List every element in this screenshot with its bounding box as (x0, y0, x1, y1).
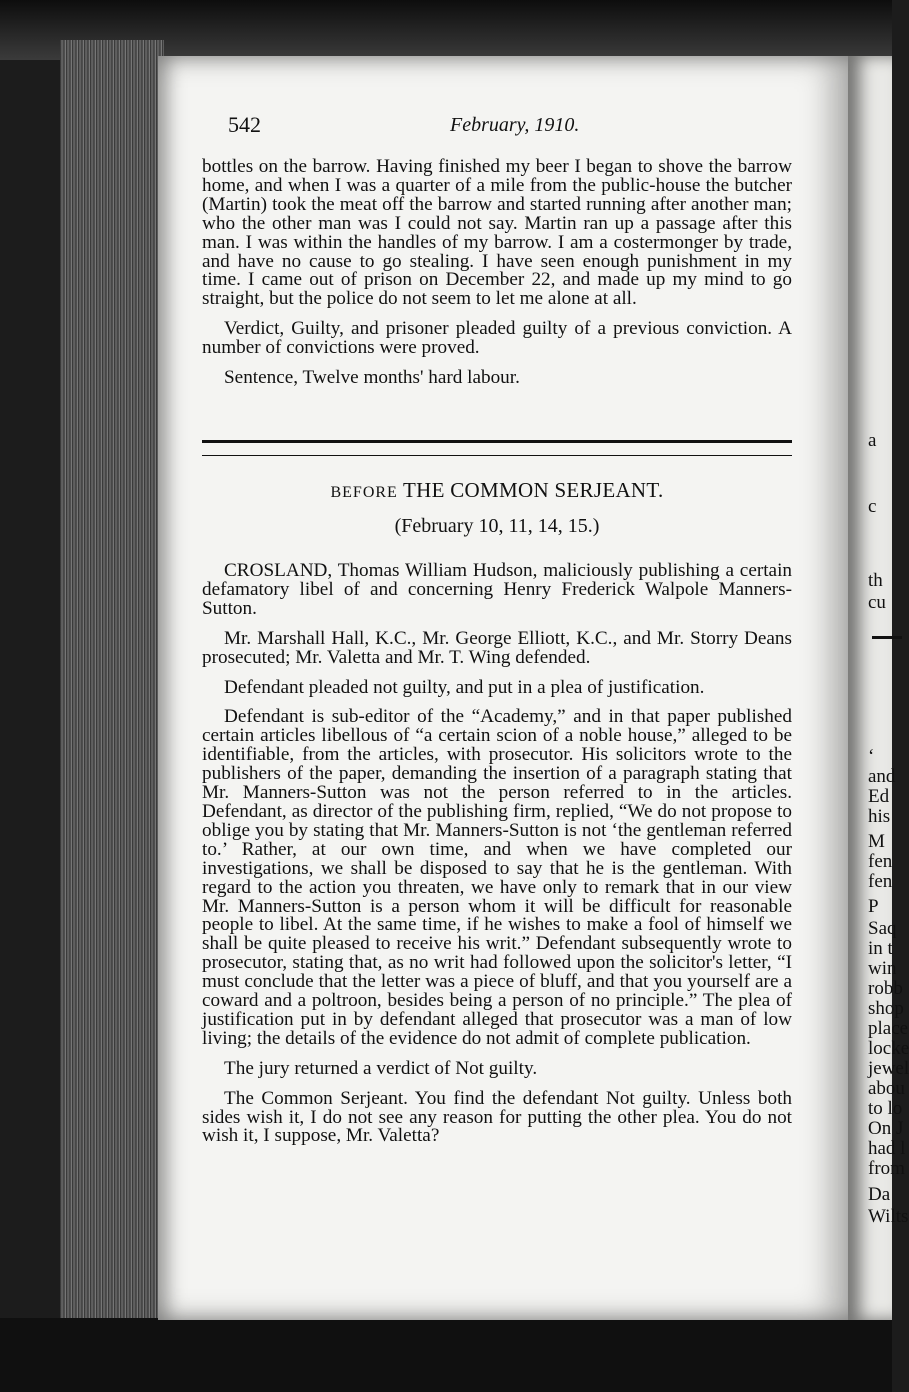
paragraph: Sentence, Twelve months' hard labour. (224, 367, 520, 389)
book-binding-edge (60, 40, 164, 1330)
facing-fragment: shop (868, 998, 904, 1019)
facing-fragment: fen (868, 851, 893, 872)
facing-fragment: Da (868, 1184, 891, 1205)
scan-bottom-shadow (0, 1318, 892, 1392)
facing-fragment: had l (868, 1138, 906, 1159)
facing-fragment: Saq (868, 918, 897, 939)
facing-fragment: th (868, 570, 883, 591)
paragraph: Mr. Marshall Hall, K.C., Mr. George Elliott, K.C., and Mr. Storry Deans prosecuted; Mr. Valetta and Mr. T. Wing defended. (202, 627, 792, 668)
section-before: BEFORE (330, 484, 398, 501)
facing-fragment: place (868, 1018, 909, 1039)
paragraph: The jury returned a verdict of Not guilty. (224, 1057, 538, 1079)
session-dates: (February 10, 11, 14, 15.) (394, 515, 600, 537)
facing-page (848, 56, 909, 1320)
facing-fragment: On J (868, 1118, 904, 1139)
paragraph: Verdict, Guilty, and prisoner pleaded guilty of a previous conviction. A number of convictions were proved. (202, 318, 792, 359)
facing-fragment: and (868, 766, 896, 787)
page-number: 542 (228, 112, 261, 137)
paragraph: Defendant pleaded not guilty, and put in a plea of justification. (224, 676, 705, 698)
facing-fragment: Ed (868, 786, 890, 807)
facing-fragment: M (868, 831, 885, 852)
facing-fragment: in t (868, 938, 893, 959)
facing-fragment: robb (868, 978, 903, 999)
case-text-block (202, 562, 792, 1157)
paragraph: CROSLAND, Thomas William Hudson, maliciously publishing a certain defamatory libel of and concerning Henry Frederick Walpole Manners-Sutton. (202, 560, 792, 619)
top-text-block (202, 158, 792, 399)
facing-fragment: ‘ (868, 746, 875, 767)
facing-fragment: P (868, 896, 879, 917)
facing-fragment: to lo (868, 1098, 903, 1119)
facing-fragment: win (868, 958, 897, 979)
facing-fragment: fen (868, 871, 893, 892)
facing-fragment: a (868, 430, 877, 451)
page-header (228, 112, 788, 142)
paragraph: Defendant is sub-editor of the “Academy,” and in that paper published certain articles libellous of “a certain scion of a noble house,” alleged to be identifiable, from the articles, with prosecutor. His solicitors wrote to the publishers of the paper, demanding the insertion of a paragraph stating that Mr. Manners-Sutton was not the person referred to in the articles. Defendant, as director of the publishing firm, replied, “We do not propose to oblige you by stating that Mr. Manners-Sutton is not ‘the gentleman referred to.’ Rather, at our own time, and when we have completed our investigations, we shall be disposed to say that he is the gentleman. With regard to the action you threaten, we have only to remark that in our view Mr. Manners-Sutton is a person whom it will be difficult for reasonable people to libel. At the same time, if he wishes to make a fool of himself we shall be quite pleased to receive his writ.” Defendant subsequently wrote to prosecutor, stating that, as no writ had followed upon the solicitor's letter, “I must conclude that the letter was a piece of bluff, and that you yourself are a coward and a poltroon, besides being a person of no principle.” The plea of justification put in by defendant alleged that prosecutor was a man of low living; the details of the evidence do not admit of complete publication. (202, 706, 792, 1049)
facing-fragment: from (868, 1158, 905, 1179)
paragraph: The Common Serjeant. You find the defendant Not guilty. Unless both sides wish it, I do not see any reason for putting the other plea. You do not wish it, I suppose, Mr. Valetta? (202, 1087, 792, 1147)
paragraph: bottles on the barrow. Having finished my beer I began to shove the barrow home, and when I was a quarter of a mile from the public-house the butcher (Martin) took the meat off the barrow and started running after another man; who the other man was I could not say. Martin ran up a passage after this man. I was within the handles of my barrow. I am a costermonger by trade, and have no cause to go stealing. I have seen enough punishment in my time. I came out of prison on December 22, and made up my mind to go straight, but the police do not seem to let me alone at all. (202, 156, 792, 310)
facing-fragment: c (868, 496, 877, 517)
facing-fragment: cu (868, 592, 886, 613)
running-head: February, 1910. (450, 114, 580, 136)
facing-fragment: Wilts (868, 1206, 909, 1227)
facing-fragment: abou (868, 1078, 905, 1099)
facing-fragment: his (868, 806, 891, 827)
section-court: THE COMMON SERJEANT. (402, 478, 664, 502)
section-heading (202, 478, 792, 503)
facing-rule (872, 636, 902, 639)
facing-fragment: jewel (868, 1058, 909, 1079)
facing-fragment: locke (868, 1038, 909, 1059)
section-divider (202, 440, 792, 456)
